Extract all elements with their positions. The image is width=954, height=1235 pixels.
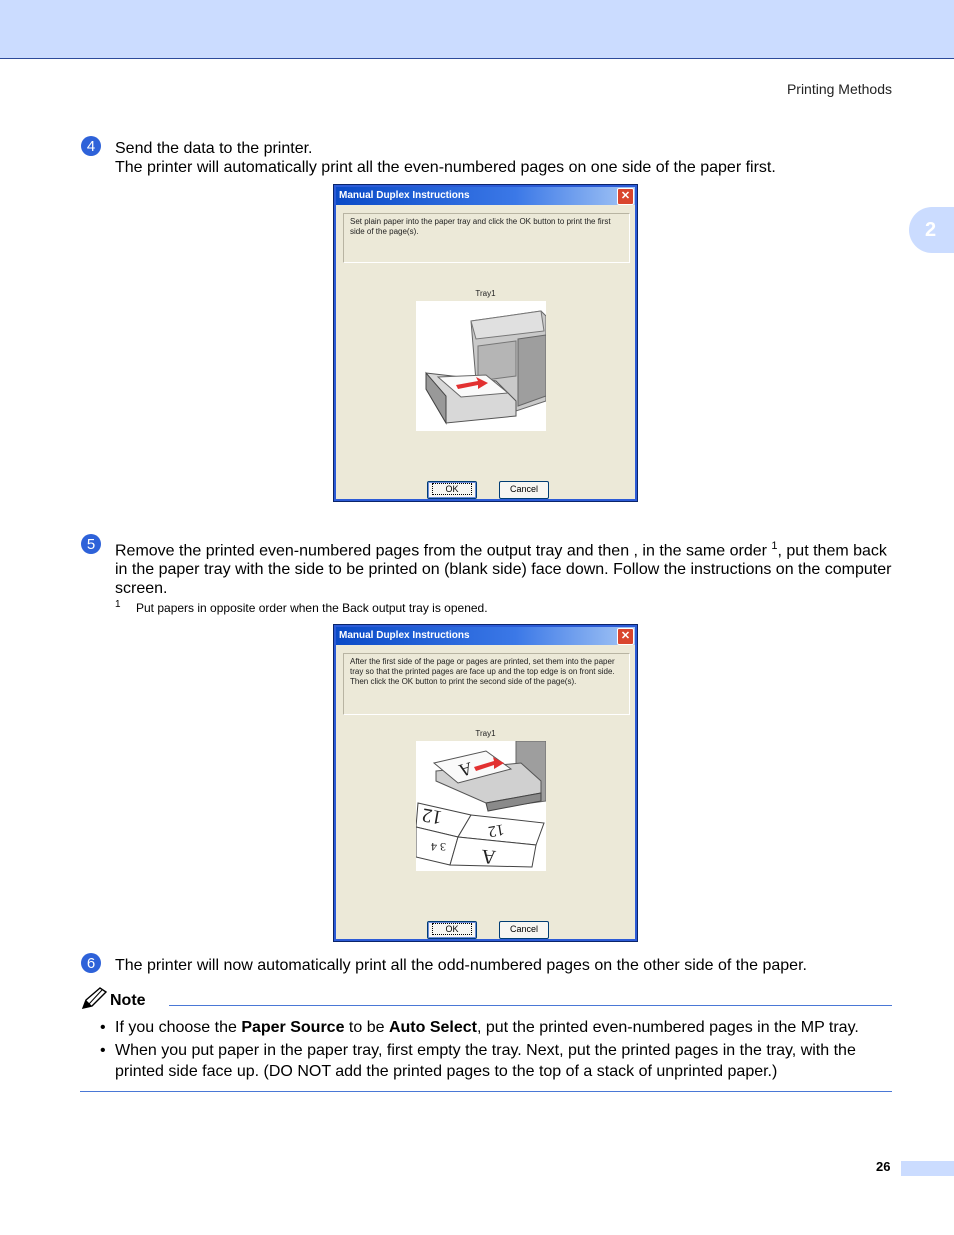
cancel-button[interactable]: Cancel [499, 921, 549, 939]
dialog-title: Manual Duplex Instructions [339, 630, 470, 641]
svg-text:3 4: 3 4 [431, 840, 446, 854]
footnote-ref: 1 [771, 540, 778, 552]
step-5-text [115, 537, 895, 598]
note-divider-bottom [80, 1091, 892, 1092]
dialog-title: Manual Duplex Instructions [339, 190, 470, 201]
step-number-4: 4 [81, 136, 101, 156]
footnote-mark: 1 [115, 599, 121, 610]
printer-tray-illustration [416, 301, 546, 431]
running-header: Printing Methods [786, 81, 892, 97]
svg-text:A: A [480, 844, 497, 868]
close-icon[interactable]: ✕ [617, 188, 634, 205]
step-number-6: 6 [81, 953, 101, 973]
step-4-text [115, 139, 895, 177]
chapter-tab: 2 [909, 207, 954, 253]
svg-text:A: A [456, 758, 475, 781]
dialog-body [336, 645, 635, 939]
page-number-bar [901, 1161, 954, 1176]
dialog-message: After the first side of the page or pages are printed, set them into the paper tray so that the printed pages are face up and the top edge is on front side. Then click the OK button to print the second side of the page(s). [343, 653, 630, 715]
pencil-icon [80, 986, 110, 1012]
duplex-dialog-2 [333, 624, 638, 942]
step-5-text-part2: , put them back in the paper tray with the side to be printed on (blank side) face down. Follow the instructions on the computer screen. [115, 542, 892, 598]
svg-text:12: 12 [486, 820, 506, 840]
paper-orientation-illustration [416, 741, 546, 871]
close-icon[interactable]: ✕ [617, 628, 634, 645]
step-4-line1: Send the data to the printer. [115, 140, 313, 157]
header-band [0, 0, 954, 59]
step-5-text-part1: Remove the printed even-numbered pages from the output tray and then , in the same order [115, 542, 772, 560]
svg-text:12: 12 [420, 803, 444, 829]
dialog-titlebar [336, 627, 635, 645]
tray-label: Tray1 [475, 289, 496, 298]
paper-orientation-image [416, 741, 546, 871]
ok-button[interactable]: OK [427, 481, 477, 499]
dialog-body [336, 205, 635, 499]
tray-label: Tray1 [475, 729, 496, 738]
ok-button[interactable]: OK [427, 921, 477, 939]
note-divider-top [169, 1005, 892, 1006]
page-number: 26 [876, 1159, 891, 1174]
footnote-text: Put papers in opposite order when the Back output tray is opened. [136, 601, 488, 615]
auto-select-term: Auto Select [388, 1019, 477, 1036]
step-4-line2: The printer will automatically print all the even-numbered pages on one side of the paper first. [115, 159, 776, 176]
dialog-titlebar [336, 187, 635, 205]
step-6-text: The printer will now automatically print all the odd-numbered pages on the other side of the paper. [115, 957, 807, 974]
paper-source-term: Paper Source [241, 1019, 345, 1036]
step-number-5: 5 [81, 534, 101, 554]
printer-tray-image [416, 301, 546, 431]
dialog-message: Set plain paper into the paper tray and click the OK button to print the first side of the page(s). [343, 213, 630, 263]
note-label: Note [110, 992, 146, 1009]
duplex-dialog-1 [333, 184, 638, 502]
cancel-button[interactable]: Cancel [499, 481, 549, 499]
